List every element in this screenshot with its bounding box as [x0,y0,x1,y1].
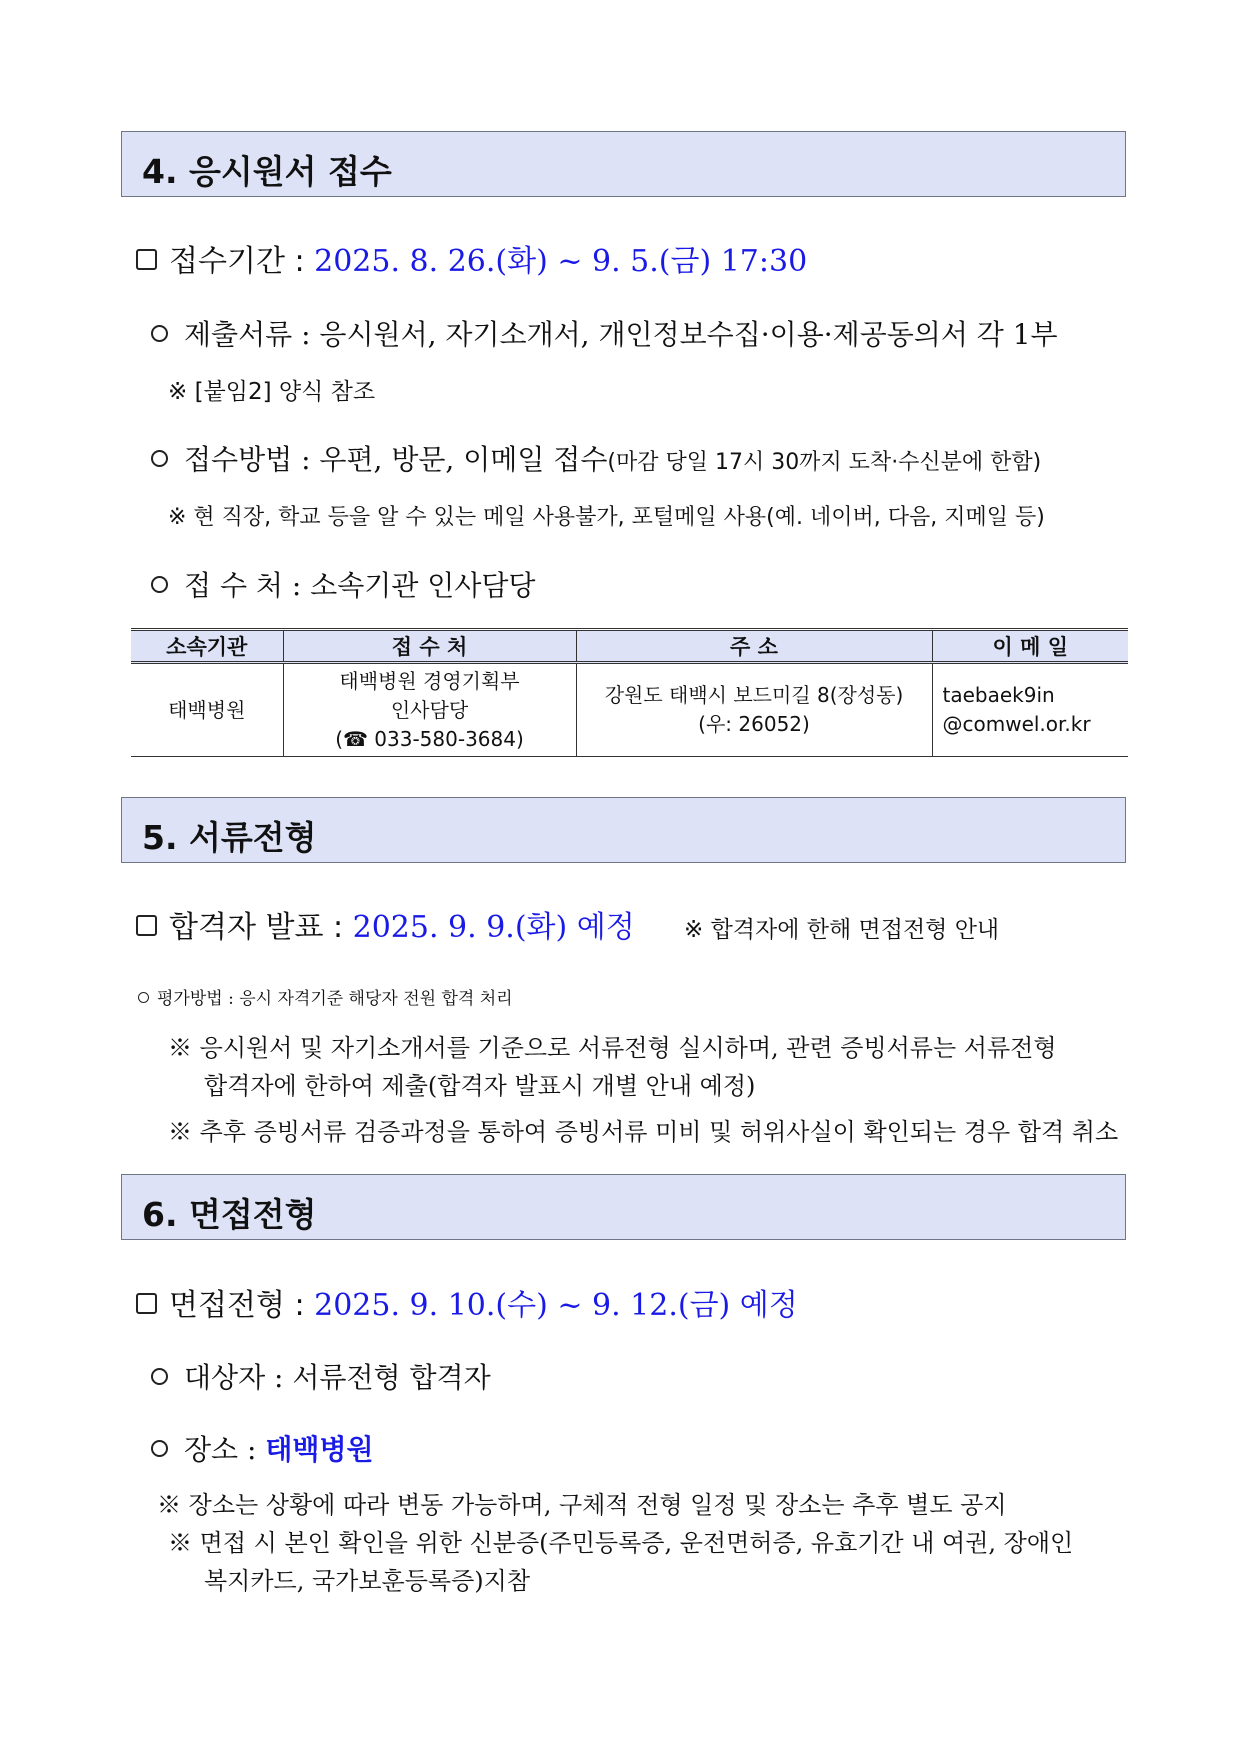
header-email: 이 메 일 [932,630,1128,663]
doc-note-1-line2: 합격자에 한하여 제출(합격자 발표시 개별 안내 예정) [204,1072,756,1100]
email-line2: @comwel.or.kr [942,712,1091,736]
cell-dept [283,663,576,757]
header-dept: 접 수 처 [283,630,576,663]
documents-line [151,313,1058,353]
method-line [151,438,1041,478]
target-text: 대상자 : 서류전형 합격자 [184,1361,491,1394]
cell-email [932,663,1128,757]
method-main: 접수방법 : 우편, 방문, 이메일 접수 [184,443,608,476]
announce-line [136,902,635,946]
doc-note-1-line1: ※ 응시원서 및 자기소개서를 기준으로 서류전형 실시하며, 관련 증빙서류는 서류전형 [168,1034,1057,1062]
square-bullet-icon [136,915,157,936]
dept-line2: 인사담당 [390,697,469,722]
cell-org: 태백병원 [131,663,283,757]
circle-bullet-icon [151,1440,168,1457]
interview-label: 면접전형 : [169,1288,315,1323]
address-line2: (우: 26052) [698,712,810,736]
documents-note: ※ [붙임2] 양식 참조 [168,379,376,405]
interview-note-2-line2: 복지카드, 국가보훈등록증)지참 [204,1567,531,1595]
address-line1: 강원도 태백시 보드미길 8(장성동) [604,683,904,707]
reception-table [131,628,1128,757]
interview-place-line [151,1428,374,1468]
announce-label: 합격자 발표 : [169,910,353,945]
interview-place-label: 장소 : [184,1433,266,1466]
eval-line [138,984,513,1009]
announce-value: 2025. 9. 9.(화) 예정 [352,910,635,945]
section-5-title: 5. 서류전형 [142,818,317,857]
circle-bullet-icon [151,1368,168,1385]
section-4-title: 4. 응시원서 접수 [142,152,392,191]
announce-note: ※ 합격자에 한해 면접전형 안내 [684,917,1000,943]
section-4-header [121,131,1126,197]
interview-place-value: 태백병원 [265,1433,374,1466]
circle-bullet-icon [138,992,149,1003]
dept-line1: 태백병원 경영기획부 [339,668,520,693]
cell-address [576,663,932,757]
section-6-title: 6. 면접전형 [142,1195,317,1234]
place-line [151,564,535,604]
interview-value: 2025. 9. 10.(수) ~ 9. 12.(금) 예정 [314,1288,798,1323]
target-line [151,1356,491,1396]
section-5-header [121,797,1126,863]
interview-schedule-line [136,1280,798,1324]
place-text: 접 수 처 : 소속기관 인사담당 [184,569,536,602]
interview-note-2-line1: ※ 면접 시 본인 확인을 위한 신분증(주민등록증, 운전면허증, 유효기간 내 여권, 장애인 [168,1529,1074,1557]
header-org: 소속기관 [131,630,283,663]
table-row [131,663,1128,757]
period-label: 접수기간 : [169,244,315,279]
eval-text: 평가방법 : 응시 자격기준 해당자 전원 합격 처리 [157,989,513,1009]
table-header-row [131,630,1128,663]
square-bullet-icon [136,1293,157,1314]
email-line1: taebaek9in [942,683,1055,707]
doc-note-2: ※ 추후 증빙서류 검증과정을 통하여 증빙서류 미비 및 허위사실이 확인되는 경우 합격 취소 [168,1118,1119,1146]
period-value: 2025. 8. 26.(화) ~ 9. 5.(금) 17:30 [314,244,808,279]
interview-note-1: ※ 장소는 상황에 따라 변동 가능하며, 구체적 전형 일정 및 장소는 추후 별도 공지 [157,1491,1007,1519]
documents-text: 제출서류 : 응시원서, 자기소개서, 개인정보수집·이용·제공동의서 각 1부 [184,318,1058,351]
circle-bullet-icon [151,576,168,593]
square-bullet-icon [136,249,157,270]
section-6-header [121,1174,1126,1240]
circle-bullet-icon [151,325,168,342]
header-address: 주 소 [576,630,932,663]
method-note: ※ 현 직장, 학교 등을 알 수 있는 메일 사용불가, 포털메일 사용(예. 네이버, 다음, 지메일 등) [168,505,1045,530]
circle-bullet-icon [151,450,168,467]
dept-phone: (☎ 033-580-3684) [335,726,524,751]
period-line [136,236,807,280]
method-sub: (마감 당일 17시 30까지 도착·수신분에 한함) [607,450,1042,475]
